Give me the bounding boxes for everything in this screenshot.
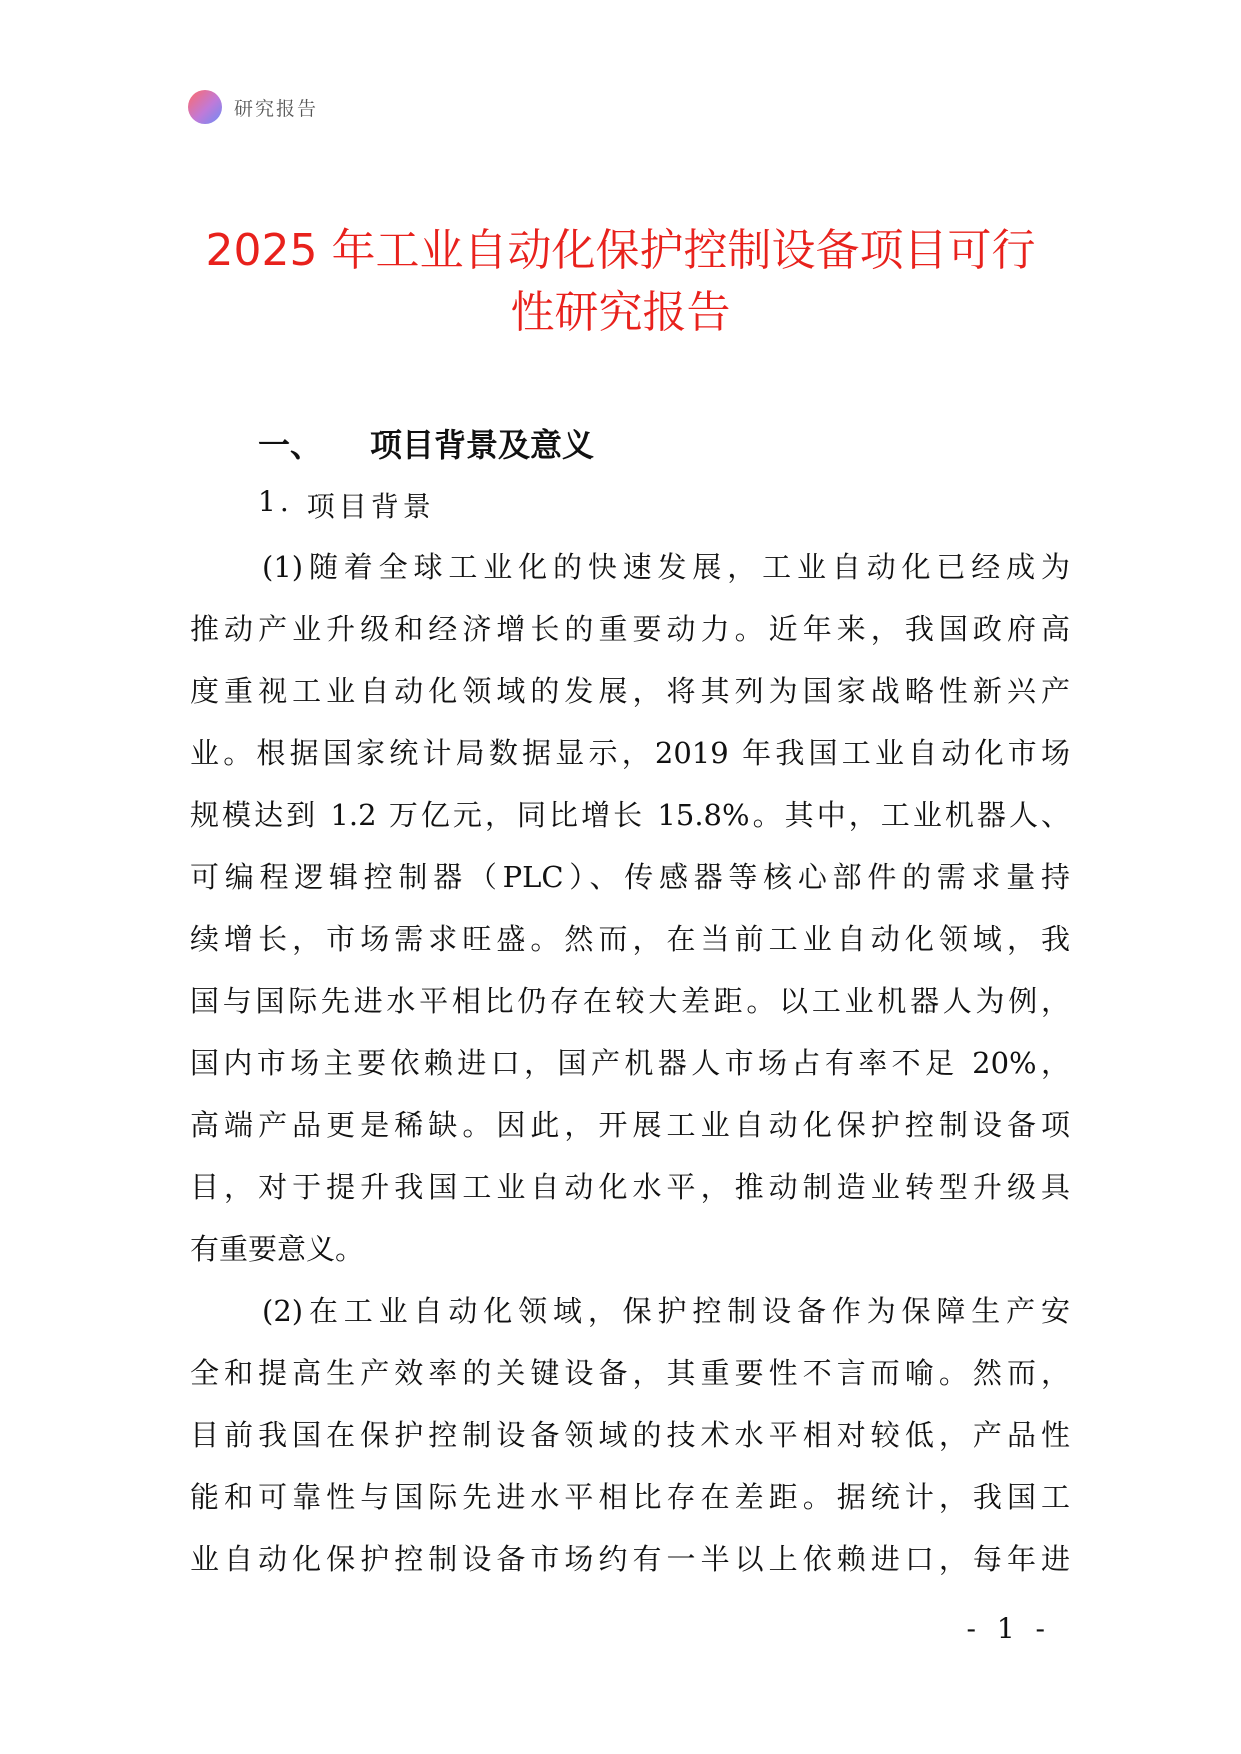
section-heading [258,420,594,466]
paragraph-2-line: 能和可靠性与国际先进水平相比存在差距。据统计，我国工 [190,1480,1070,1514]
paragraph-1-line: 规模达到 1.2 万亿元，同比增长 15.8%。其中，工业机器人、 [190,798,1070,832]
paragraph-1-line: 目，对于提升我国工业自动化水平，推动制造业转型升级具 [190,1170,1070,1204]
subsection-title: 项目背景 [306,490,435,523]
paragraph-2-line: 目前我国在保护控制设备领域的技术水平相对较低，产品性 [190,1418,1070,1452]
paragraph-1-line: 可编程逻辑控制器（PLC）、传感器等核心部件的需求量持 [190,860,1070,894]
section-title: 项目背景及意义 [370,426,595,464]
document-title [150,220,1091,344]
paragraph-1-line: 业。根据国家统计局数据显示，2019 年我国工业自动化市场 [190,736,1070,770]
title-line-1: 2025 年工业自动化保护控制设备项目可行 [205,225,1036,276]
subsection-heading [258,485,435,525]
paragraph-1-line: 高端产品更是稀缺。因此，开展工业自动化保护控制设备项 [190,1108,1070,1142]
paragraph-1-line: (1)随着全球工业化的快速发展，工业自动化已经成为 [262,550,1070,584]
paragraph-2-line: 业自动化保护控制设备市场约有一半以上依赖进口，每年进 [190,1542,1070,1576]
paragraph-1-line: 国内市场主要依赖进口，国产机器人市场占有率不足 20%， [190,1046,1070,1080]
report-header [188,90,318,124]
paragraph-1-line: 续增长，市场需求旺盛。然而，在当前工业自动化领域，我 [190,922,1070,956]
subsection-number: 1. [258,485,293,518]
paragraph-1-line: 有重要意义。 [190,1232,365,1266]
title-line-2: 性研究报告 [510,287,731,338]
paragraph-1-line: 国与国际先进水平相比仍存在较大差距。以工业机器人为例， [190,984,1070,1018]
page-number: - 1 - [966,1612,1051,1645]
section-number: 一、 [258,426,323,464]
paragraph-1-line: 度重视工业自动化领域的发展，将其列为国家战略性新兴产 [190,674,1070,708]
header-label: 研究报告 [234,97,319,120]
paragraph-2-line: (2)在工业自动化领域，保护控制设备作为保障生产安 [262,1294,1070,1328]
logo-circle-icon [188,90,222,124]
paragraph-2-line: 全和提高生产效率的关键设备，其重要性不言而喻。然而， [190,1356,1070,1390]
paragraph-1-line: 推动产业升级和经济增长的重要动力。近年来，我国政府高 [190,612,1070,646]
body-text [190,536,1070,1590]
